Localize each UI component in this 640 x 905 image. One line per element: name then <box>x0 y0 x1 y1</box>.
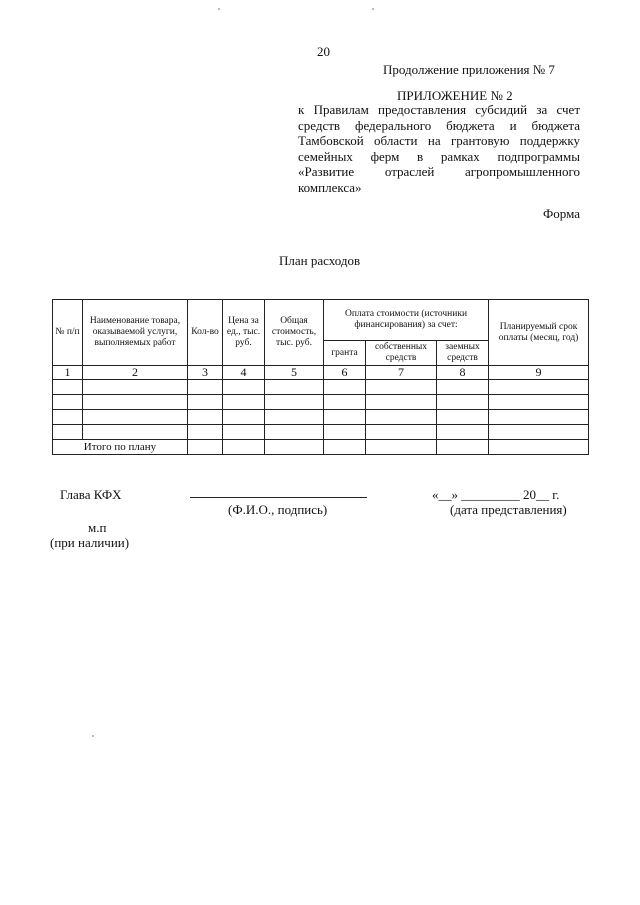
rules-line: «Развитие отраслей агропромышленного <box>298 164 580 179</box>
table-cell[interactable] <box>265 395 324 410</box>
date-field[interactable]: «__» _________ 20__ г. <box>432 487 560 502</box>
column-number: 4 <box>223 366 265 380</box>
total-row <box>53 440 589 455</box>
table-cell[interactable] <box>188 380 223 395</box>
form-label: Форма <box>543 206 580 221</box>
table-cell[interactable] <box>188 440 223 455</box>
table-cell[interactable] <box>324 395 366 410</box>
header-term: Планируемый срок оплаты (месяц, год) <box>489 300 589 366</box>
table-cell[interactable] <box>437 440 489 455</box>
column-number: 6 <box>324 366 366 380</box>
table-cell[interactable] <box>223 425 265 440</box>
table-cell[interactable] <box>53 395 83 410</box>
total-label: Итого по плану <box>53 440 188 455</box>
table-row <box>53 410 589 425</box>
column-number: 9 <box>489 366 589 380</box>
table-cell[interactable] <box>366 425 437 440</box>
header-price: Цена за ед., тыс. руб. <box>223 300 265 366</box>
table-cell[interactable] <box>265 425 324 440</box>
table-cell[interactable] <box>83 380 188 395</box>
table-cell[interactable] <box>53 425 83 440</box>
table-cell[interactable] <box>366 410 437 425</box>
table-cell[interactable] <box>188 410 223 425</box>
header-grant: гранта <box>324 341 366 366</box>
table-cell[interactable] <box>265 440 324 455</box>
table-cell[interactable] <box>437 395 489 410</box>
table-cell[interactable] <box>53 380 83 395</box>
scan-speck <box>92 735 94 737</box>
table-cell[interactable] <box>324 440 366 455</box>
table-row <box>53 395 589 410</box>
table-cell[interactable] <box>324 380 366 395</box>
scan-speck <box>372 8 374 10</box>
table-cell[interactable] <box>324 425 366 440</box>
expense-plan-table <box>52 299 589 455</box>
column-number: 8 <box>437 366 489 380</box>
table-cell[interactable] <box>223 410 265 425</box>
column-number: 2 <box>83 366 188 380</box>
table-cell[interactable] <box>83 395 188 410</box>
table-row <box>53 380 589 395</box>
table-cell[interactable] <box>265 410 324 425</box>
rules-line: Тамбовской области на грантовую поддержку <box>298 133 580 148</box>
column-number: 3 <box>188 366 223 380</box>
header-qty: Кол-во <box>188 300 223 366</box>
table-cell[interactable] <box>324 410 366 425</box>
header-total: Общая стоимость, тыс. руб. <box>265 300 324 366</box>
column-number-row <box>53 366 589 380</box>
continuation-heading: Продолжение приложения № 7 <box>383 62 555 77</box>
table-cell[interactable] <box>223 395 265 410</box>
table-cell[interactable] <box>489 425 589 440</box>
table-cell[interactable] <box>223 440 265 455</box>
header-name: Наименование товара, оказываемой услуги, выполняемых работ <box>83 300 188 366</box>
signature-caption: (Ф.И.О., подпись) <box>228 502 328 517</box>
table-cell[interactable] <box>83 425 188 440</box>
date-caption: (дата представления) <box>450 502 567 517</box>
table-cell[interactable] <box>489 410 589 425</box>
table-cell[interactable] <box>489 440 589 455</box>
table-header-row <box>53 300 589 341</box>
header-own: собственных средств <box>366 341 437 366</box>
table-cell[interactable] <box>437 425 489 440</box>
table-cell[interactable] <box>265 380 324 395</box>
appendix-title: ПРИЛОЖЕНИЕ № 2 <box>397 88 513 103</box>
table-cell[interactable] <box>437 410 489 425</box>
table-cell[interactable] <box>437 380 489 395</box>
table-cell[interactable] <box>188 425 223 440</box>
stamp-label: м.п <box>88 520 107 535</box>
table-cell[interactable] <box>489 380 589 395</box>
scan-speck <box>218 8 220 10</box>
header-num: № п/п <box>53 300 83 366</box>
table-cell[interactable] <box>366 395 437 410</box>
rules-line: средств федерального бюджета и бюджета <box>298 117 580 133</box>
signature-line[interactable] <box>190 497 367 498</box>
table-cell[interactable] <box>366 380 437 395</box>
rules-line: комплекса» <box>298 179 362 195</box>
header-loan: заемных средств <box>437 341 489 366</box>
stamp-note: (при наличии) <box>50 535 130 550</box>
table-cell[interactable] <box>366 440 437 455</box>
table-cell[interactable] <box>53 410 83 425</box>
plan-title: План расходов <box>279 253 361 268</box>
table-cell[interactable] <box>489 395 589 410</box>
table-cell[interactable] <box>83 410 188 425</box>
table-cell[interactable] <box>188 395 223 410</box>
rules-reference <box>298 102 580 195</box>
column-number: 5 <box>265 366 324 380</box>
column-number: 1 <box>53 366 83 380</box>
page-number: 20 <box>317 44 330 59</box>
rules-line: семейных ферм в рамках подпрограммы <box>298 148 580 164</box>
table-cell[interactable] <box>223 380 265 395</box>
table-row <box>53 425 589 440</box>
head-label: Глава КФХ <box>60 487 122 502</box>
column-number: 7 <box>366 366 437 380</box>
header-payment: Оплата стоимости (источники финансирования) за счет: <box>324 300 489 341</box>
rules-line: к Правилам предоставления субсидий за счет <box>298 102 580 117</box>
